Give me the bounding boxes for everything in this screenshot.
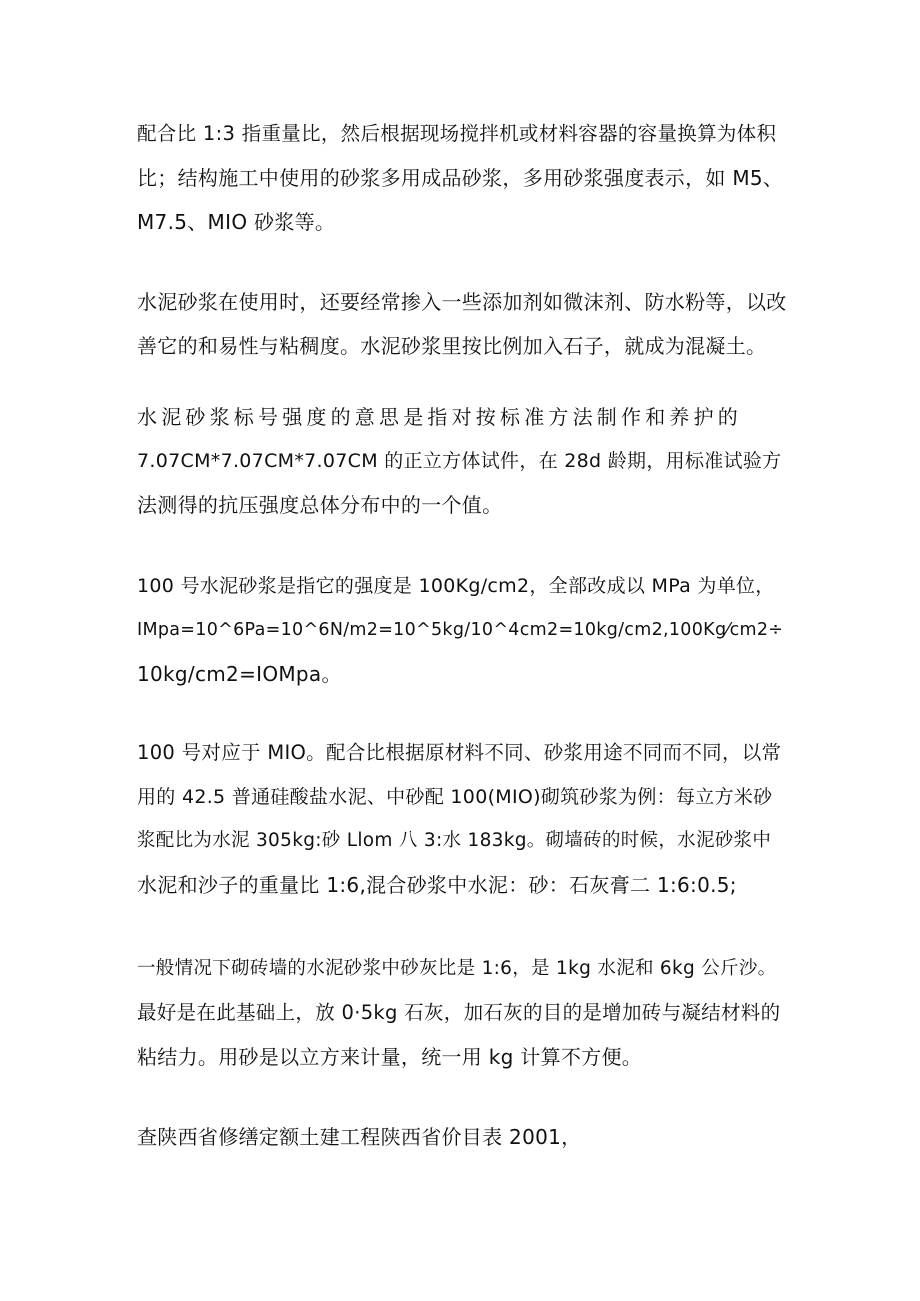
text-line: 100 号水泥砂浆是指它的强度是 100Kg/cm2，全部改成以 MPa 为单位，: [137, 575, 775, 597]
text-line: 善它的和易性与粘稠度。水泥砂浆里按比例加入石子，就成为混凝土。: [137, 334, 767, 358]
text-line: 比；结构施工中使用的砂浆多用成品砂浆，多用砂浆强度表示，如 M5、: [137, 166, 784, 190]
text-line: 用的 42.5 普通硅酸盐水泥、中砂配 100(MIO)砌筑砂浆为例：每立方米砂: [137, 786, 773, 808]
text-line: 水泥砂浆在使用时，还要经常掺入一些添加剂如微沫剂、防水粉等，以改: [137, 290, 787, 314]
text-line: 100 号对应于 MIO。配合比根据原材料不同、砂浆用途不同而不同，以常: [137, 741, 782, 764]
paragraph-reference: [137, 1115, 787, 1159]
text-line: 法测得的抗压强度总体分布中的一个值。: [137, 493, 503, 517]
text-line: 7.07CM*7.07CM*7.07CM 的正立方体试件，在 28d 龄期，用标准试验方: [137, 450, 782, 472]
paragraph-unit-conversion: [137, 564, 787, 696]
text-line: 配合比 1:3 指重量比，然后根据现场搅拌机或材料容器的容量换算为体积: [137, 122, 777, 145]
text-line: 水泥砂浆标号强度的意思是指对按标准方法制作和养护的: [137, 405, 742, 429]
text-line: 10kg/cm2=IOMpa。: [137, 662, 342, 686]
text-line: 查陕西省修缮定额土建工程陕西省价目表 2001，: [137, 1125, 582, 1149]
text-line: 水泥和沙子的重量比 1:6,混合砂浆中水泥：砂：石灰膏二 1:6:0.5;: [137, 873, 737, 897]
text-line: 一般情况下砌砖墙的水泥砂浆中砂灰比是 1:6，是 1kg 水泥和 6kg 公斤沙。: [137, 958, 777, 979]
paragraph-additives: [137, 280, 787, 368]
text-line: M7.5、MIO 砂浆等。: [137, 210, 336, 234]
paragraph-mix-ratio: [137, 112, 787, 244]
text-line: 浆配比为水泥 305kg:砂 Llom 八 3:水 183kg。砌墙砖的时候，水泥砂浆中: [137, 830, 772, 851]
text-line: IMpa=10^6Pa=10^6N/m2=10^5kg/10^4cm2=10kg/cm2,100Kg⁄cm2÷: [137, 620, 784, 640]
paragraph-mix-proportion: [137, 731, 787, 907]
text-line: 粘结力。用砂是以立方来计量，统一用 kg 计算不方便。: [137, 1045, 643, 1069]
paragraph-brick-wall: [137, 947, 787, 1079]
text-line: 最好是在此基础上，放 0·5kg 石灰，加石灰的目的是增加砖与凝结材料的: [137, 1001, 781, 1024]
paragraph-strength-grade: [137, 395, 787, 527]
